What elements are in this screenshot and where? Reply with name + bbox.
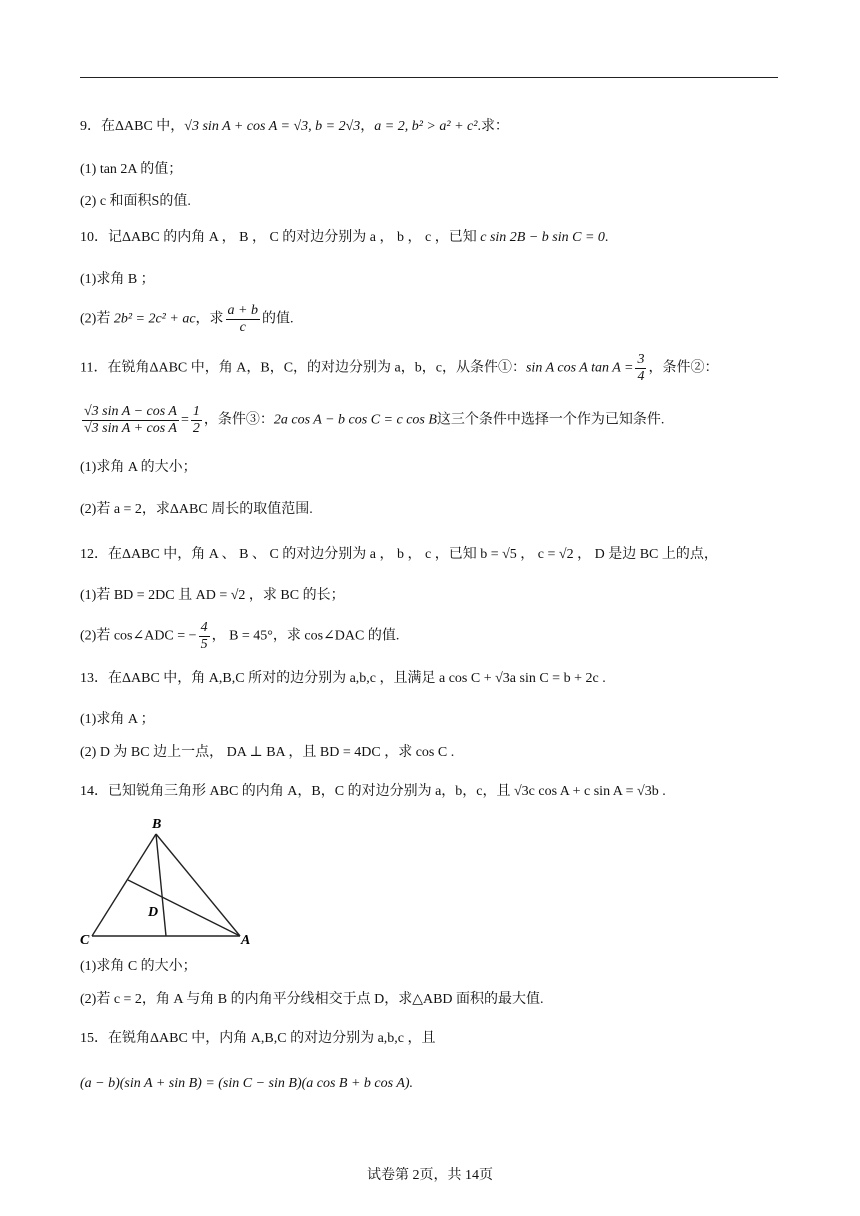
q10-part2-mid: ，求	[195, 311, 224, 327]
q9-part1: (1) tan 2A 的值；	[80, 162, 183, 177]
q11-conditions-end: 这三个条件中选择一个作为已知条件.	[436, 412, 665, 428]
q10-part2-end: 的值.	[262, 311, 294, 327]
page-footer: 试卷第 2页，共 14页	[367, 1168, 493, 1183]
q11-part1: (1)求角 A 的大小；	[80, 460, 197, 475]
q12-part1: (1)若 BD = 2DC 且 AD = √2 ，求 BC 的长；	[80, 588, 345, 603]
q14-triangle-figure	[78, 812, 268, 950]
q12-part2-end: ， B = 45°，求 cos∠DAC 的值.	[211, 628, 400, 644]
q11-condition-2-label: ，条件②：	[648, 360, 719, 376]
q11-stem	[80, 352, 718, 385]
q10-fraction	[226, 303, 260, 336]
q11-c2-rhs-den: 2	[192, 421, 200, 436]
q14-stem: 14．已知锐角三角形 ABC 的内角 A，B，C 的对边分别为 a，b，c，且 √3c cos A + c sin A = √3b .	[80, 784, 666, 799]
q9-sep: ，	[360, 119, 375, 134]
q9-stem-text: 9．在ΔABC 中，	[80, 119, 185, 134]
q11-c2-rhs-num: 1	[192, 404, 200, 419]
q11-condition-1-fraction	[635, 352, 646, 385]
q10-part2-text: (2)若	[80, 311, 114, 327]
q11-condition-3-label: ，条件③：	[203, 412, 274, 428]
q12-fraction-num: 4	[200, 620, 208, 635]
bisector-b	[156, 834, 166, 936]
q12-fraction-den: 5	[200, 637, 208, 652]
label-c: C	[80, 933, 90, 948]
q15-stem: 15．在锐角ΔABC 中，内角 A,B,C 的对边分别为 a,b,c ，且	[80, 1031, 436, 1046]
q11-condition-2-fraction	[82, 404, 179, 437]
label-d: D	[148, 905, 159, 920]
q11-c1-num: 3	[637, 352, 645, 367]
q11-conditions	[80, 404, 664, 437]
q12-stem: 12．在ΔABC 中，角 A 、 B 、 C 的对边分别为 a ， b ， c ，已知 b = √5 ， c = √2 ， D 是边 BC 上的点，	[80, 547, 718, 562]
q11-condition-1: sin A cos A tan A =	[525, 360, 634, 376]
q10-part2	[80, 303, 294, 336]
q13-stem: 13．在ΔABC 中，角 A,B,C 所对的边分别为 a,b,c ，且满足 a cos C + √3a sin C = b + 2c .	[80, 671, 606, 686]
q10-stem	[80, 228, 608, 248]
q9-stem-end: .求：	[477, 119, 509, 134]
q12-part2	[80, 620, 399, 653]
q12-fraction	[199, 620, 210, 653]
bisector-a	[128, 880, 240, 936]
q15-formula: (a − b)(sin A + sin B) = (sin C − sin B)(a cos B + b cos A).	[80, 1076, 414, 1091]
q10-fraction-num: a + b	[227, 303, 258, 318]
q12-part2-text: (2)若 cos∠ADC = −	[80, 628, 197, 644]
q10-part2-formula: 2b² = 2c² + ac	[113, 311, 196, 327]
label-b: B	[152, 817, 162, 832]
q11-c2-den: √3 sin A + cos A	[84, 421, 177, 436]
q9-stem	[80, 117, 509, 137]
q14-part2: (2)若 c = 2，角 A 与角 B 的内角平分线相交于点 D，求△ABD 面积的最大值.	[80, 992, 544, 1007]
label-a: A	[241, 933, 251, 948]
q9-formula-2: a = 2, b² > a² + c²	[374, 119, 478, 134]
q13-part2: (2) D 为 BC 边上一点， DA ⊥ BA ，且 BD = 4DC ，求 cos C .	[80, 745, 455, 760]
q11-c2-rhs	[191, 404, 202, 437]
q11-c2-eq: =	[180, 412, 189, 428]
header-rule	[80, 77, 778, 78]
q9-part2: (2) c 和面积S的值.	[80, 194, 191, 209]
edge-ba	[156, 834, 240, 936]
q11-part2: (2)若 a = 2，求ΔABC 周长的取值范围.	[80, 502, 313, 517]
q14-part1: (1)求角 C 的大小；	[80, 959, 197, 974]
q9-formula-1: √3 sin A + cos A = √3, b = 2√3	[184, 119, 361, 134]
q11-c1-den: 4	[637, 369, 645, 384]
q11-condition-3: 2a cos A − b cos C = c cos B	[273, 412, 437, 428]
q10-part1: (1)求角 B ；	[80, 272, 155, 287]
q10-stem-end: .	[604, 230, 609, 245]
q11-c2-num: √3 sin A − cos A	[84, 404, 177, 419]
q10-fraction-den: c	[239, 320, 246, 335]
q11-stem-text: 11．在锐角ΔABC 中，角 A，B，C，的对边分别为 a，b，c，从条件①：	[80, 360, 526, 376]
q10-formula: c sin 2B − b sin C = 0	[480, 230, 605, 245]
q10-stem-text: 10．记ΔABC 的内角 A ， B ， C 的对边分别为 a ， b ， c ，已知	[80, 230, 481, 245]
edge-bc	[92, 834, 159, 936]
q13-part1: (1)求角 A ；	[80, 712, 155, 727]
